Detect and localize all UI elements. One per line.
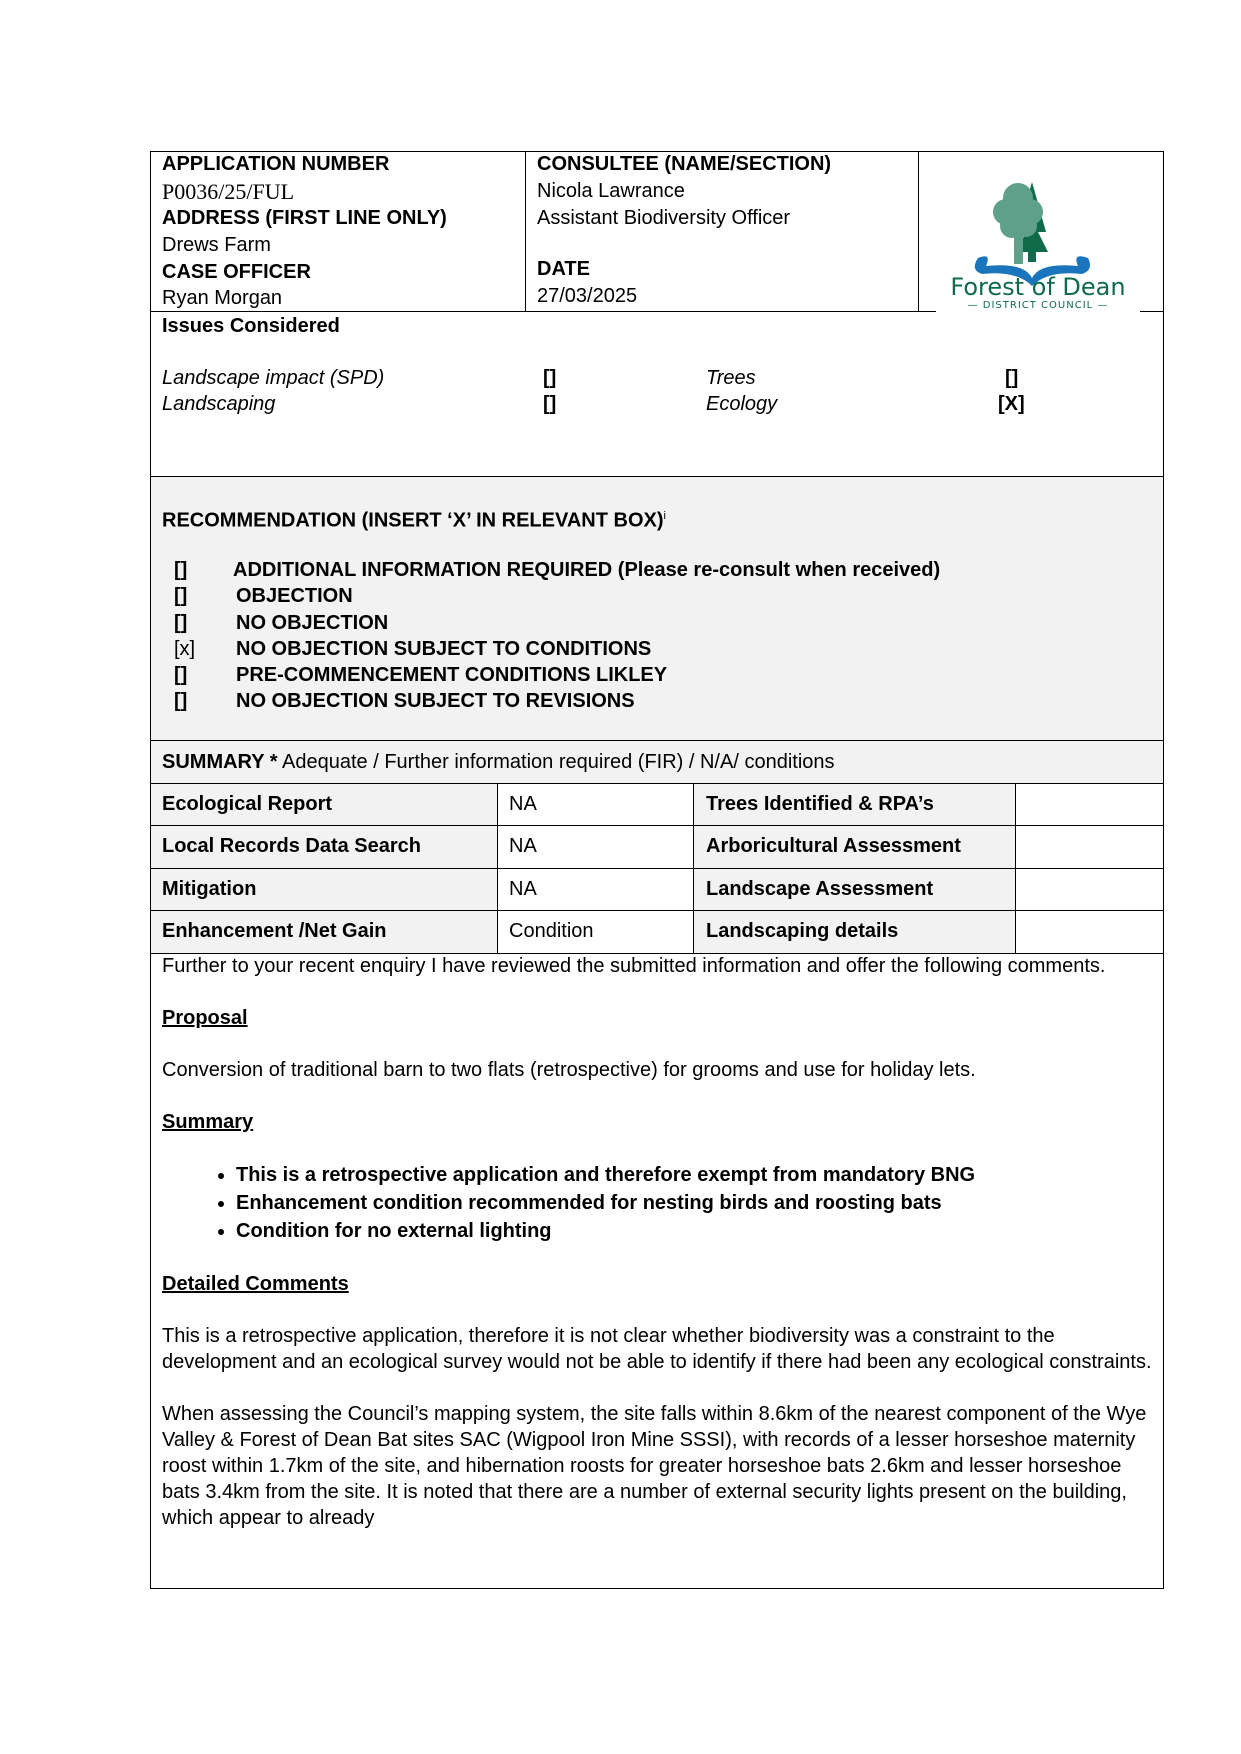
border [150, 910, 1164, 911]
border [150, 825, 1164, 826]
summary-row-label: Mitigation [162, 878, 257, 900]
option-checkbox[interactable]: [] [174, 664, 188, 686]
border [150, 476, 1164, 477]
logo-subtitle: — DISTRICT COUNCIL — [967, 300, 1109, 311]
issue-trees: Trees [706, 367, 756, 389]
address-label: ADDRESS (FIRST LINE ONLY) [162, 207, 447, 229]
page-bottom-mask [151, 1589, 1241, 1754]
intro-paragraph: Further to your recent enquiry I have reviewed the submitted information and offer the following comments. [162, 955, 1106, 977]
summary-row-label: Ecological Report [162, 793, 333, 815]
detailed-paragraph: When assessing the Council’s mapping system, the site falls within 8.6km of the nearest component of the Wye Valley & Forest of Dean Bat sites SAC (Wigpool Iron Mine SSSI), with records of a lesser horseshoe maternity roost within 1.7km of the site, and hibernation roosts for greater horseshoe bats 2.6km and lesser horseshoe bats 3.4km from the site. It is noted that there are a number of external security lights present on the building, which appear to already [162, 1403, 1147, 1529]
issue-ecology: Ecology [706, 393, 778, 415]
option-checkbox[interactable]: [] [174, 612, 188, 634]
summary-bullet: • Enhancement condition recommended for nesting birds and roosting bats [236, 1189, 1152, 1217]
summary-label: SUMMARY * [162, 751, 278, 773]
border [1015, 783, 1016, 953]
option-label: OBJECTION [236, 585, 353, 607]
case-officer: Ryan Morgan [162, 287, 283, 309]
option-label: NO OBJECTION SUBJECT TO REVISIONS [236, 690, 635, 712]
consultee-section: Assistant Biodiversity Officer [537, 207, 791, 229]
issue-trees-checkbox[interactable]: [] [1005, 367, 1019, 389]
logo-subtitle-text: DISTRICT COUNCIL [982, 300, 1094, 311]
application-number-label: APPLICATION NUMBER [162, 153, 390, 175]
issue-landscaping-checkbox[interactable]: [] [543, 393, 557, 415]
summary-row-label: Landscaping details [706, 920, 899, 942]
summary-row-value: NA [509, 793, 537, 815]
option-label: ADDITIONAL INFORMATION REQUIRED (Please re-consult when received) [233, 559, 941, 581]
option-checkbox[interactable]: [] [174, 690, 188, 712]
proposal-heading: Proposal [162, 1007, 248, 1029]
logo-name: Forest of Dean [950, 273, 1126, 301]
border [525, 151, 526, 311]
option-label: NO OBJECTION SUBJECT TO CONDITIONS [236, 638, 652, 660]
consultee-label: CONSULTEE (NAME/SECTION) [537, 153, 832, 175]
option-label: PRE-COMMENCEMENT CONDITIONS LIKLEY [236, 664, 668, 686]
summary-heading: Summary [162, 1111, 254, 1133]
address: Drews Farm [162, 234, 271, 256]
option-checkbox[interactable]: [x] [174, 638, 196, 660]
border [150, 151, 151, 1588]
border [150, 783, 1164, 784]
summary-row-value: NA [509, 878, 537, 900]
summary-row-label: Local Records Data Search [162, 835, 421, 857]
footnote-marker: i [663, 510, 666, 522]
detailed-comments-heading: Detailed Comments [162, 1273, 349, 1295]
case-officer-label: CASE OFFICER [162, 261, 311, 283]
issue-landscape-impact: Landscape impact (SPD) [162, 367, 385, 389]
date: 27/03/2025 [537, 285, 638, 307]
summary-row-label: Arboricultural Assessment [706, 835, 961, 857]
council-logo [936, 170, 1140, 315]
summary-bullet: • Condition for no external lighting [236, 1217, 1152, 1245]
border [693, 783, 694, 953]
summary-bullet: • This is a retrospective application and therefore exempt from mandatory BNG [236, 1161, 1152, 1189]
border [497, 783, 498, 953]
comments-body [162, 953, 1152, 1557]
summary-row-label: Landscape Assessment [706, 878, 934, 900]
option-label: NO OBJECTION [236, 612, 389, 634]
consultee-name: Nicola Lawrance [537, 180, 685, 202]
border [150, 740, 1164, 741]
proposal-paragraph: Conversion of traditional barn to two flats (retrospective) for grooms and use for holiday lets. [162, 1059, 976, 1081]
recommendation-title-text: RECOMMENDATION (INSERT ‘X’ IN RELEVANT BOX) [162, 509, 664, 532]
summary-legend: Adequate / Further information required (FIR) / N/A/ conditions [277, 751, 835, 773]
issue-ecology-checkbox[interactable]: [X] [998, 393, 1025, 415]
summary-row-label: Trees Identified & RPA’s [706, 793, 934, 815]
date-label: DATE [537, 258, 590, 280]
summary-row-label: Enhancement /Net Gain [162, 920, 387, 942]
border [918, 151, 919, 311]
border [1163, 151, 1164, 1588]
detailed-paragraph: This is a retrospective application, therefore it is not clear whether biodiversity was a constraint to the development and an ecological survey would not be able to identify if there had been any ecological constraints. [162, 1325, 1152, 1373]
summary-row-value: NA [509, 835, 537, 857]
summary-row-value: Condition [509, 920, 594, 942]
recommendation-title [162, 503, 666, 535]
issue-landscaping: Landscaping [162, 393, 276, 415]
issues-title: Issues Considered [162, 315, 340, 337]
option-checkbox[interactable]: [] [174, 585, 188, 607]
summary-bullets [162, 1161, 1152, 1245]
border [150, 868, 1164, 869]
option-checkbox[interactable]: [] [174, 559, 188, 581]
summary-header [162, 749, 835, 776]
issue-landscape-impact-checkbox[interactable]: [] [543, 367, 557, 389]
application-number: P0036/25/FUL [162, 179, 295, 204]
